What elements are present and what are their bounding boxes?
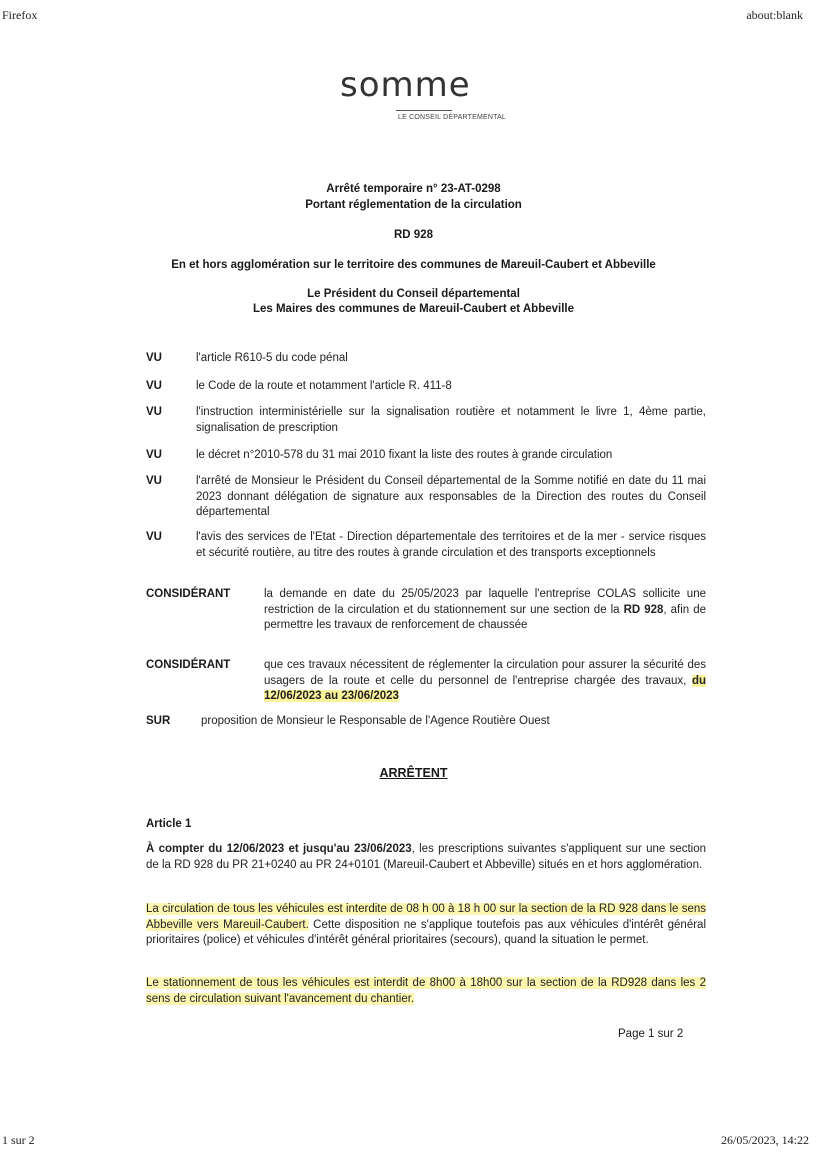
circulation-exception: Cette disposition ne s'applique toutefois pas aux véhicules d'intérêt général prioritaires (police) et véhicules d'intérêt général prioritaires (secours), quand la situation le permet. bbox=[146, 918, 706, 946]
article-dates: À compter du 12/06/2023 et jusqu'au 23/06/2023 bbox=[146, 843, 412, 855]
print-footer bbox=[0, 1133, 827, 1153]
logo-word: somme bbox=[340, 65, 471, 105]
location-line: En et hors agglomération sur le territoire des communes de Mareuil-Caubert et Abbeville bbox=[171, 259, 656, 271]
road-reference: RD 928 bbox=[394, 229, 433, 241]
page-number: Page 1 sur 2 bbox=[618, 1028, 684, 1040]
print-page-count: 1 sur 2 bbox=[2, 1133, 35, 1147]
parking-rule bbox=[146, 976, 706, 1007]
vu-label: VU bbox=[146, 380, 162, 392]
vu-text: le Code de la route et notamment l'article R. 411-8 bbox=[196, 380, 452, 392]
browser-name: Firefox bbox=[2, 8, 38, 22]
parking-ban-highlight: Le stationnement de tous les véhicules est interdit de 8h00 à 18h00 sur la section de la RD928 dans les 2 sens de circulation suivant l'avancement du chantier. bbox=[146, 977, 706, 1005]
works-period-highlight: du 12/06/2023 au 23/06/2023 bbox=[264, 674, 706, 702]
vu-label: VU bbox=[146, 531, 162, 543]
article-title: Article 1 bbox=[146, 818, 192, 830]
circulation-rule bbox=[146, 902, 706, 949]
considerant-text-end: , afin de permettre les travaux de renforcement de chaussée bbox=[264, 603, 706, 631]
logo-subtitle: LE CONSEIL DÉPARTEMENTAL bbox=[398, 114, 507, 121]
vu-label: VU bbox=[146, 449, 162, 461]
vu-label: VU bbox=[146, 352, 162, 364]
vu-label: VU bbox=[146, 475, 162, 487]
sur-label: SUR bbox=[146, 715, 171, 727]
vu-text: l'arrêté de Monsieur le Président du Conseil départemental de la Somme notifié en date du 11 mai 2023 donnant délégation de signature aux responsables de la Direction des routes du Conseil départemental bbox=[196, 475, 706, 518]
considerant-road: RD 928 bbox=[623, 603, 664, 616]
considerant-text bbox=[264, 587, 706, 634]
authority-mayors: Les Maires des communes de Mareuil-Caubert et Abbeville bbox=[252, 303, 575, 315]
vu-text: le décret n°2010-578 du 31 mai 2010 fixant la liste des routes à grande circulation bbox=[196, 449, 613, 461]
print-header bbox=[0, 8, 827, 28]
arretent-heading: ARRÊTENT bbox=[379, 766, 448, 780]
vu-text: l'article R610-5 du code pénal bbox=[196, 352, 348, 364]
considerant-text-start: la demande en date du 25/05/2023 par laquelle l'entreprise COLAS sollicite une restriction de la circulation et du stationnement sur une section de la bbox=[264, 588, 706, 616]
vu-text: l'instruction interministérielle sur la signalisation routière et notamment le livre 1, 4ème partie, signalisation de prescription bbox=[196, 406, 706, 434]
vu-text: l'avis des services de l'Etat - Direction départementale des territoires et de la mer - service risques et sécurité routière, au titre des routes à grande circulation et des transports exceptionnels bbox=[196, 531, 706, 559]
article-intro bbox=[146, 842, 706, 873]
sur-text: proposition de Monsieur le Responsable de l'Agence Routière Ouest bbox=[201, 715, 550, 727]
decree-number: Arrêté temporaire n° 23-AT-0298 bbox=[326, 183, 501, 195]
decree-subject: Portant réglementation de la circulation bbox=[305, 199, 522, 211]
logo-divider bbox=[396, 110, 452, 111]
considerant-label: CONSIDÉRANT bbox=[146, 659, 231, 671]
page-url: about:blank bbox=[746, 8, 803, 22]
considerant-label: CONSIDÉRANT bbox=[146, 588, 231, 600]
authority-president: Le Président du Conseil départemental bbox=[307, 288, 520, 300]
somme-logo bbox=[338, 65, 508, 128]
print-datetime: 26/05/2023, 14:22 bbox=[720, 1133, 809, 1147]
circulation-ban-highlight: La circulation de tous les véhicules est interdite de 08 h 00 à 18 h 00 sur la section de la RD 928 dans le sens Abbeville vers Mareuil-Caubert. bbox=[146, 903, 706, 931]
considerant-text-body: que ces travaux nécessitent de réglementer la circulation pour assurer la sécurité des usagers de la route et celle du personnel de l'entreprise chargée des travaux, bbox=[264, 659, 706, 687]
article-intro-text: , les prescriptions suivantes s'appliquent sur une section de la RD 928 du PR 21+0240 au PR 24+0101 (Mareuil-Caubert et Abbeville) situés en et hors agglomération. bbox=[146, 843, 706, 871]
vu-label: VU bbox=[146, 406, 162, 418]
considerant-text bbox=[264, 658, 706, 705]
